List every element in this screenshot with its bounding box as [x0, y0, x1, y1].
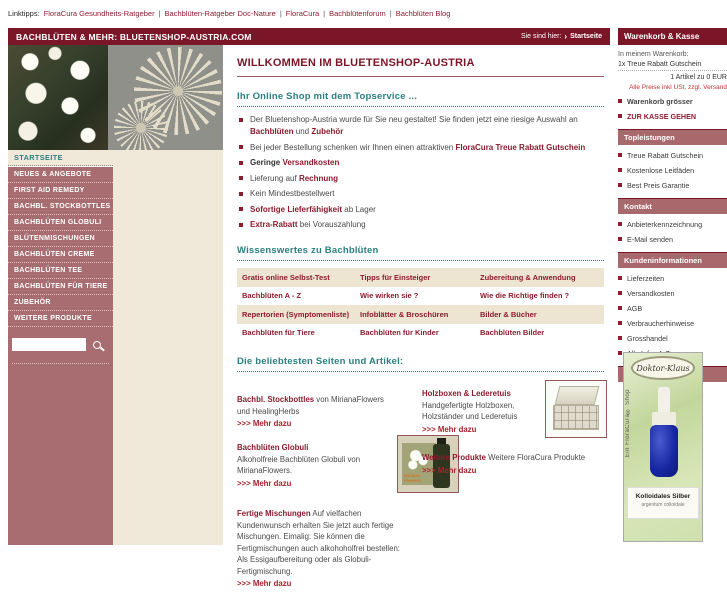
knowledge-link[interactable]: Bachblüten für Tiere	[242, 328, 315, 338]
article-weitere	[422, 452, 617, 476]
article-fertige	[237, 508, 405, 590]
bullet-square-icon	[618, 168, 622, 172]
sidebar-item-creme[interactable]: BACHBLÜTEN CREME	[8, 247, 113, 263]
cart-item[interactable]: 1x Treue Rabatt Gutschein	[618, 61, 727, 71]
cherry-blossom-photo	[8, 45, 108, 150]
linktipps-bar	[8, 0, 450, 27]
bullet-square-icon	[618, 306, 622, 310]
bullet-square-icon	[618, 99, 622, 103]
article-text: Handgefertigte Holzboxen, Holzständer und Lederetuis	[422, 400, 518, 421]
article-title[interactable]: Bachblüten Globuli	[237, 443, 309, 452]
holzbox-product-image[interactable]	[545, 380, 607, 438]
site-header	[8, 28, 610, 45]
cart-summary: 1 Artikel zu 0 EUR	[670, 74, 727, 81]
sidebar-item-tiere[interactable]: BACHBLÜTEN FÜR TIERE	[8, 279, 113, 295]
sidebar-item-startseite[interactable]: STARTSEITE	[8, 150, 113, 166]
topleistungen-header: Topleistungen	[618, 129, 727, 145]
product-label	[627, 487, 699, 519]
sidebar-item-stockbottles[interactable]: BACHBL. STOCKBOTTLES	[8, 199, 113, 215]
dropper-ring	[652, 412, 676, 426]
floracura-side-text: Ein FloraCura® Shop	[625, 389, 631, 458]
list-item: Extra-Rabatt bei Vorauszahlung	[237, 219, 604, 231]
article-title[interactable]: Holzboxen & Lederetuis	[422, 389, 511, 398]
silver-bottle	[650, 425, 678, 477]
bullet-square-icon	[239, 145, 243, 149]
bullet-square-icon	[618, 237, 622, 241]
kundeninfo-header: Kundeninformationen	[618, 252, 727, 268]
dropper-cap	[658, 387, 670, 413]
search-icon	[93, 341, 101, 349]
kundeninfo-link[interactable]: Lieferzeiten	[618, 274, 727, 283]
separator: |	[389, 9, 392, 18]
popular-articles	[237, 380, 604, 595]
bullet-square-icon	[618, 153, 622, 157]
topleistung-link[interactable]: Treue Rabatt Gutschein	[618, 151, 727, 160]
article-text: Weitere Produkte Weitere FloraCura Produkte	[422, 453, 586, 462]
miriana-label-text: Miriana Flowers	[404, 473, 422, 483]
sidebar-nav	[8, 167, 113, 545]
breadcrumb-current[interactable]: Startseite	[570, 33, 602, 40]
knowledge-link[interactable]: Bilder & Bücher	[480, 309, 537, 319]
page-title: WILLKOMMEN IM BLUETENSHOP-AUSTRIA	[237, 57, 604, 77]
right-sidebar	[618, 28, 727, 382]
knowledge-heading: Wissenswertes zu Bachblüten	[237, 245, 604, 261]
knowledge-link[interactable]: Infoblätter & Broschüren	[360, 309, 449, 319]
article-stockbottles	[237, 394, 392, 430]
kontakt-header: Kontakt	[618, 198, 727, 214]
kundeninfo-link[interactable]: Verbraucherhinweise	[618, 319, 727, 328]
doktor-klaus-logo: Doktor-Klaus	[631, 356, 695, 380]
more-link[interactable]: >>> Mehr dazu	[422, 465, 477, 475]
search-button[interactable]	[92, 337, 106, 351]
knowledge-link[interactable]: Wie die Richtige finden ?	[480, 291, 570, 301]
knowledge-link[interactable]: Wie wirken sie ?	[360, 291, 419, 301]
more-link[interactable]: >>> Mehr dazu	[237, 579, 292, 588]
kundeninfo-link[interactable]: AGB	[618, 304, 727, 313]
list-item: Lieferung auf Rechnung	[237, 173, 604, 185]
article-text: Bachbl. Stockbottles von MirianaFlowers und HealingHerbs	[237, 395, 384, 416]
linktipp-floracura[interactable]: FloraCura	[285, 9, 320, 18]
bullet-square-icon	[618, 276, 622, 280]
bullet-square-icon	[239, 207, 243, 211]
more-link[interactable]: >>> Mehr dazu	[237, 478, 292, 488]
holzbox-base	[553, 405, 599, 430]
beige-spacer	[113, 150, 223, 545]
linktipps-label: Linktipps:	[8, 9, 40, 18]
kontakt-link[interactable]: E-Mail senden	[618, 235, 727, 244]
breadcrumb-label: Sie sind hier:	[520, 33, 562, 40]
search-row	[12, 337, 109, 364]
kontakt-link[interactable]: Anbieterkennzeichnung	[618, 220, 727, 229]
intro-heading: Ihr Online Shop mit dem Topservice ...	[237, 91, 604, 107]
popular-heading: Die beliebtesten Seiten und Artikel:	[237, 356, 604, 372]
list-item: Sofortige Lieferfähigkeit ab Lager	[237, 204, 604, 216]
knowledge-link[interactable]: Bachblüten Bilder	[480, 328, 545, 338]
topservice-list	[237, 114, 604, 231]
search-input[interactable]	[12, 338, 86, 351]
sidebar-item-neues[interactable]: NEUES & ANGEBOTE	[8, 167, 113, 183]
bullet-square-icon	[618, 321, 622, 325]
holzbox-lid	[555, 386, 600, 405]
bullet-square-icon	[239, 192, 243, 196]
bullet-square-icon	[618, 336, 622, 340]
bullet-square-icon	[618, 222, 622, 226]
linktipp-blog[interactable]: Bachblüten Blog	[395, 9, 451, 18]
article-globuli	[237, 442, 387, 489]
knowledge-link[interactable]: Tipps für Einsteiger	[360, 272, 431, 282]
bullet-square-icon	[239, 161, 243, 165]
main-content	[228, 45, 610, 595]
sidebar-item-tee[interactable]: BACHBLÜTEN TEE	[8, 263, 113, 279]
list-item: Kein Mindestbestellwert	[237, 188, 604, 200]
bullet-square-icon	[618, 291, 622, 295]
site-title: BACHBLÜTEN & MEHR: BLUETENSHOP-AUSTRIA.COM	[16, 31, 252, 42]
list-item: Der Bluetenshop-Austria wurde für Sie neu gestaltet! Sie finden jetzt eine riesige Auswahl an Bachblüten und Zubehör	[237, 114, 604, 138]
separator: |	[279, 9, 282, 18]
knowledge-link[interactable]: Gratis online Selbst-Test	[242, 272, 330, 282]
sidebar-item-first-aid[interactable]: FIRST AID REMEDY	[8, 183, 113, 199]
linktipp-doc-nature[interactable]: Bachblüten-Ratgeber Doc-Nature	[164, 9, 276, 18]
cart-header: Warenkorb & Kasse	[618, 28, 727, 45]
linktipp-forum[interactable]: Bachblütenforum	[329, 9, 386, 18]
topleistung-link[interactable]: Best Preis Garantie	[618, 181, 727, 190]
knowledge-link[interactable]: Repertorien (Symptomenliste)	[242, 309, 350, 319]
partner-shop-banner[interactable]	[623, 352, 703, 542]
more-link[interactable]: >>> Mehr dazu	[422, 424, 477, 434]
more-link[interactable]: >>> Mehr dazu	[237, 419, 292, 428]
list-item: Geringe Versandkosten	[237, 157, 604, 169]
checkout-link[interactable]: ZUR KASSE GEHEN	[618, 112, 727, 121]
sidebar-item-mischungen[interactable]: BLÜTENMISCHUNGEN	[8, 231, 113, 247]
knowledge-link[interactable]: Bachblüten A - Z	[242, 291, 302, 301]
kundeninfo-link[interactable]: Versandkosten	[618, 289, 727, 298]
knowledge-table	[237, 268, 604, 342]
flower-banner-image	[8, 45, 223, 150]
separator: |	[158, 9, 161, 18]
bullet-square-icon	[618, 351, 622, 355]
product-subtitle: argentum colloidale	[641, 502, 685, 508]
article-holzboxen	[422, 388, 542, 435]
article-text: Alkoholfreie Bachblüten Globuli von MirianaFlowers.	[237, 454, 361, 475]
bullet-square-icon	[239, 118, 243, 122]
clematis-photo	[108, 45, 223, 150]
knowledge-link[interactable]: Zubereitung & Anwendung	[480, 272, 576, 282]
kundeninfo-link[interactable]: Grosshandel	[618, 334, 727, 343]
breadcrumb	[521, 32, 602, 41]
separator: |	[323, 9, 326, 18]
bullet-square-icon	[239, 176, 243, 180]
knowledge-link[interactable]: Bachblüten für Kinder	[360, 328, 439, 338]
linktipp-floracura-ratgeber[interactable]: FloraCura Gesundheits-Ratgeber	[43, 9, 155, 18]
product-title: Kolloidales Silber	[635, 493, 691, 500]
sidebar-item-globuli[interactable]: BACHBLÜTEN GLOBULI	[8, 215, 113, 231]
article-text: Fertige Mischungen Auf vielfachen Kundenwunsch erhalten Sie jetzt auch fertige Mischungen. Eimalig: Sie können die Fertigmischungen auch alkohoholfrei bestellen: Als Essigaufbereitung oder als Globuli-Fertigmischung.	[237, 509, 400, 576]
sidebar-item-weitere-produkte[interactable]: WEITERE PRODUKTE	[8, 311, 113, 327]
cart-note: Alle Preise inkl USt, zzgl. Versand	[629, 84, 727, 91]
bullet-square-icon	[618, 114, 622, 118]
chevron-right-icon: ›	[564, 32, 568, 41]
list-item: Bei jeder Bestellung schenken wir Ihnen einen attraktiven FloraCura Treue Rabatt Gutschein	[237, 142, 604, 154]
flower-burst-icon	[114, 101, 168, 150]
bullet-square-icon	[239, 223, 243, 227]
topleistung-link[interactable]: Kostenlose Leitfäden	[618, 166, 727, 175]
bullet-square-icon	[618, 183, 622, 187]
cart-bigger-link[interactable]: Warenkorb grösser	[618, 97, 727, 106]
sidebar-item-zubehoer[interactable]: ZUBEHÖR	[8, 295, 113, 311]
cart-intro: In meinem Warenkorb:	[618, 51, 689, 58]
cart-box	[618, 45, 727, 121]
